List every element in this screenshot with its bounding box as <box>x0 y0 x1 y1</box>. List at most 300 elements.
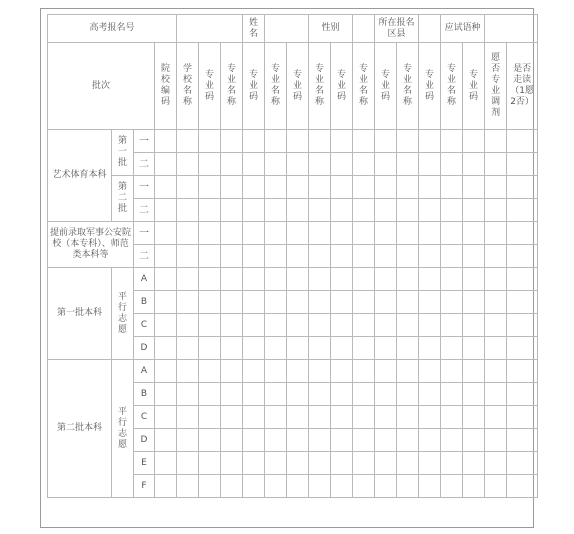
form-cell[interactable] <box>397 268 419 291</box>
form-cell[interactable] <box>419 360 441 383</box>
form-cell[interactable] <box>221 429 243 452</box>
form-cell[interactable] <box>155 475 177 498</box>
form-cell[interactable] <box>375 475 397 498</box>
form-cell[interactable] <box>463 153 485 176</box>
form-cell[interactable] <box>375 268 397 291</box>
form-cell[interactable] <box>265 199 287 222</box>
form-cell[interactable] <box>397 452 419 475</box>
form-cell[interactable] <box>397 406 419 429</box>
form-cell[interactable] <box>353 337 375 360</box>
form-cell[interactable] <box>485 406 507 429</box>
form-cell[interactable] <box>353 176 375 199</box>
form-cell[interactable] <box>177 153 199 176</box>
language-value[interactable] <box>485 15 538 43</box>
form-cell[interactable] <box>375 360 397 383</box>
form-cell[interactable] <box>309 268 331 291</box>
form-cell[interactable] <box>155 222 177 245</box>
row-label: B <box>134 383 155 406</box>
form-cell[interactable] <box>199 475 221 498</box>
form-cell[interactable] <box>485 291 507 314</box>
form-cell[interactable] <box>441 153 463 176</box>
form-cell[interactable] <box>243 475 265 498</box>
form-cell[interactable] <box>221 383 243 406</box>
form-cell[interactable] <box>287 360 309 383</box>
form-cell[interactable] <box>309 222 331 245</box>
form-cell[interactable] <box>331 222 353 245</box>
form-cell[interactable] <box>265 475 287 498</box>
row-label: F <box>134 475 155 498</box>
form-cell[interactable] <box>441 291 463 314</box>
gender-value[interactable] <box>353 15 375 43</box>
row-label: D <box>134 429 155 452</box>
form-cell[interactable] <box>309 383 331 406</box>
form-cell[interactable] <box>177 475 199 498</box>
form-cell[interactable] <box>199 314 221 337</box>
form-cell[interactable] <box>177 130 199 153</box>
form-cell[interactable] <box>199 245 221 268</box>
form-cell[interactable] <box>507 429 538 452</box>
form-cell[interactable] <box>353 291 375 314</box>
group-early-admission: 提前录取军事公安院校（本专科）、师范类本科等 <box>48 222 134 268</box>
row-label: D <box>134 337 155 360</box>
form-cell[interactable] <box>309 337 331 360</box>
form-cell[interactable] <box>155 406 177 429</box>
form-cell[interactable] <box>397 475 419 498</box>
form-cell[interactable] <box>331 360 353 383</box>
form-cell[interactable] <box>507 245 538 268</box>
form-cell[interactable] <box>221 268 243 291</box>
form-cell[interactable] <box>243 406 265 429</box>
form-cell[interactable] <box>419 153 441 176</box>
form-cell[interactable] <box>309 360 331 383</box>
form-cell[interactable] <box>463 360 485 383</box>
col-major-code-2: 专业码 <box>243 43 265 130</box>
form-cell[interactable] <box>287 475 309 498</box>
subgroup-second-batch: 第二批 <box>112 176 134 222</box>
form-cell[interactable] <box>463 406 485 429</box>
row-label: 一 <box>134 176 155 199</box>
form-cell[interactable] <box>199 130 221 153</box>
form-cell[interactable] <box>287 222 309 245</box>
form-cell[interactable] <box>199 383 221 406</box>
form-cell[interactable] <box>397 314 419 337</box>
form-cell[interactable] <box>441 130 463 153</box>
form-cell[interactable] <box>243 429 265 452</box>
form-cell[interactable] <box>155 176 177 199</box>
col-major-name-6: 专业名称 <box>441 43 463 130</box>
form-cell[interactable] <box>485 222 507 245</box>
form-cell[interactable] <box>485 314 507 337</box>
form-cell[interactable] <box>243 130 265 153</box>
form-cell[interactable] <box>243 222 265 245</box>
form-cell[interactable] <box>353 406 375 429</box>
form-cell[interactable] <box>419 222 441 245</box>
form-cell[interactable] <box>441 337 463 360</box>
form-cell[interactable] <box>397 176 419 199</box>
form-cell[interactable] <box>485 199 507 222</box>
form-cell[interactable] <box>265 360 287 383</box>
form-cell[interactable] <box>463 176 485 199</box>
form-cell[interactable] <box>463 130 485 153</box>
form-cell[interactable] <box>287 452 309 475</box>
form-cell[interactable] <box>441 383 463 406</box>
form-cell[interactable] <box>375 199 397 222</box>
form-cell[interactable] <box>463 222 485 245</box>
form-cell[interactable] <box>177 314 199 337</box>
form-cell[interactable] <box>375 245 397 268</box>
form-cell[interactable] <box>507 314 538 337</box>
form-cell[interactable] <box>309 176 331 199</box>
form-cell[interactable] <box>353 199 375 222</box>
form-cell[interactable] <box>199 268 221 291</box>
form-cell[interactable] <box>397 429 419 452</box>
form-cell[interactable] <box>507 452 538 475</box>
form-cell[interactable] <box>375 429 397 452</box>
form-cell[interactable] <box>199 176 221 199</box>
col-major-code-7: 专业码 <box>463 43 485 130</box>
form-cell[interactable] <box>507 222 538 245</box>
form-cell[interactable] <box>375 406 397 429</box>
form-cell[interactable] <box>353 268 375 291</box>
form-cell[interactable] <box>397 245 419 268</box>
subgroup-first-batch: 第一批 <box>112 130 134 176</box>
form-cell[interactable] <box>309 199 331 222</box>
form-cell[interactable] <box>287 130 309 153</box>
form-cell[interactable] <box>419 337 441 360</box>
form-cell[interactable] <box>221 199 243 222</box>
form-cell[interactable] <box>243 383 265 406</box>
form-cell[interactable] <box>199 291 221 314</box>
form-cell[interactable] <box>199 153 221 176</box>
form-cell[interactable] <box>221 475 243 498</box>
form-cell[interactable] <box>441 222 463 245</box>
form-cell[interactable] <box>507 291 538 314</box>
form-cell[interactable] <box>419 268 441 291</box>
form-cell[interactable] <box>419 199 441 222</box>
form-cell[interactable] <box>309 130 331 153</box>
form-cell[interactable] <box>331 268 353 291</box>
form-cell[interactable] <box>221 176 243 199</box>
form-cell[interactable] <box>507 268 538 291</box>
form-cell[interactable] <box>419 314 441 337</box>
form-cell[interactable] <box>199 360 221 383</box>
form-cell[interactable] <box>221 222 243 245</box>
form-cell[interactable] <box>507 406 538 429</box>
form-cell[interactable] <box>243 337 265 360</box>
form-cell[interactable] <box>309 475 331 498</box>
form-cell[interactable] <box>265 130 287 153</box>
form-cell[interactable] <box>441 360 463 383</box>
form-cell[interactable] <box>265 268 287 291</box>
form-cell[interactable] <box>397 130 419 153</box>
form-cell[interactable] <box>331 291 353 314</box>
form-cell[interactable] <box>155 291 177 314</box>
form-cell[interactable] <box>155 314 177 337</box>
form-cell[interactable] <box>287 153 309 176</box>
form-cell[interactable] <box>463 291 485 314</box>
form-cell[interactable] <box>265 176 287 199</box>
form-cell[interactable] <box>375 222 397 245</box>
form-cell[interactable] <box>177 429 199 452</box>
row-label: 二 <box>134 153 155 176</box>
form-cell[interactable] <box>243 176 265 199</box>
form-cell[interactable] <box>419 475 441 498</box>
form-cell[interactable] <box>463 314 485 337</box>
form-cell[interactable] <box>441 429 463 452</box>
row-label: A <box>134 360 155 383</box>
form-cell[interactable] <box>265 337 287 360</box>
form-cell[interactable] <box>265 383 287 406</box>
col-major-name-5: 专业名称 <box>397 43 419 130</box>
form-cell[interactable] <box>463 268 485 291</box>
form-cell[interactable] <box>419 176 441 199</box>
gender-label: 性别 <box>309 15 353 43</box>
form-cell[interactable] <box>419 130 441 153</box>
form-cell[interactable] <box>309 429 331 452</box>
form-cell[interactable] <box>331 314 353 337</box>
form-cell[interactable] <box>331 475 353 498</box>
form-cell[interactable] <box>485 475 507 498</box>
form-cell[interactable] <box>463 199 485 222</box>
form-cell[interactable] <box>485 176 507 199</box>
form-cell[interactable] <box>485 153 507 176</box>
form-cell[interactable] <box>265 291 287 314</box>
col-major-name-2: 专业名称 <box>265 43 287 130</box>
form-cell[interactable] <box>353 222 375 245</box>
form-frame <box>40 8 534 528</box>
form-cell[interactable] <box>331 176 353 199</box>
form-cell[interactable] <box>177 245 199 268</box>
form-cell[interactable] <box>441 406 463 429</box>
form-cell[interactable] <box>265 406 287 429</box>
form-cell[interactable] <box>155 337 177 360</box>
form-cell[interactable] <box>243 360 265 383</box>
form-cell[interactable] <box>265 452 287 475</box>
form-cell[interactable] <box>441 245 463 268</box>
form-cell[interactable] <box>177 291 199 314</box>
form-cell[interactable] <box>507 383 538 406</box>
form-cell[interactable] <box>397 337 419 360</box>
district-value[interactable] <box>419 15 441 43</box>
form-cell[interactable] <box>199 337 221 360</box>
form-cell[interactable] <box>419 245 441 268</box>
form-cell[interactable] <box>485 337 507 360</box>
form-cell[interactable] <box>177 360 199 383</box>
name-value[interactable] <box>265 15 309 43</box>
form-cell[interactable] <box>397 383 419 406</box>
form-cell[interactable] <box>397 291 419 314</box>
form-cell[interactable] <box>177 199 199 222</box>
form-cell[interactable] <box>177 337 199 360</box>
form-cell[interactable] <box>287 291 309 314</box>
group-first-undergrad: 第一批本科 <box>48 268 112 360</box>
form-cell[interactable] <box>375 452 397 475</box>
form-cell[interactable] <box>485 452 507 475</box>
col-major-name-3: 专业名称 <box>309 43 331 130</box>
form-cell[interactable] <box>155 429 177 452</box>
form-cell[interactable] <box>485 245 507 268</box>
form-cell[interactable] <box>177 452 199 475</box>
form-cell[interactable] <box>331 406 353 429</box>
row-label: 二 <box>134 199 155 222</box>
form-cell[interactable] <box>199 199 221 222</box>
form-cell[interactable] <box>441 475 463 498</box>
form-cell[interactable] <box>155 199 177 222</box>
form-cell[interactable] <box>441 314 463 337</box>
form-cell[interactable] <box>441 176 463 199</box>
form-cell[interactable] <box>177 383 199 406</box>
form-cell[interactable] <box>331 429 353 452</box>
form-cell[interactable] <box>199 222 221 245</box>
form-cell[interactable] <box>419 452 441 475</box>
form-cell[interactable] <box>353 314 375 337</box>
form-cell[interactable] <box>155 268 177 291</box>
form-cell[interactable] <box>353 245 375 268</box>
form-cell[interactable] <box>287 245 309 268</box>
form-cell[interactable] <box>353 153 375 176</box>
form-cell[interactable] <box>375 153 397 176</box>
form-cell[interactable] <box>331 199 353 222</box>
form-cell[interactable] <box>331 130 353 153</box>
form-cell[interactable] <box>287 406 309 429</box>
col-school-name: 学校名称 <box>177 43 199 130</box>
form-cell[interactable] <box>507 337 538 360</box>
form-cell[interactable] <box>419 406 441 429</box>
form-cell[interactable] <box>353 130 375 153</box>
form-cell[interactable] <box>243 452 265 475</box>
form-cell[interactable] <box>441 199 463 222</box>
form-cell[interactable] <box>507 176 538 199</box>
form-cell[interactable] <box>287 429 309 452</box>
form-cell[interactable] <box>243 245 265 268</box>
form-cell[interactable] <box>331 245 353 268</box>
form-cell[interactable] <box>463 245 485 268</box>
form-cell[interactable] <box>243 199 265 222</box>
form-cell[interactable] <box>155 383 177 406</box>
form-cell[interactable] <box>221 153 243 176</box>
form-cell[interactable] <box>331 337 353 360</box>
form-cell[interactable] <box>309 406 331 429</box>
form-cell[interactable] <box>353 475 375 498</box>
form-cell[interactable] <box>287 314 309 337</box>
form-cell[interactable] <box>331 383 353 406</box>
form-cell[interactable] <box>353 452 375 475</box>
form-cell[interactable] <box>507 199 538 222</box>
form-cell[interactable] <box>287 176 309 199</box>
form-cell[interactable] <box>485 429 507 452</box>
form-cell[interactable] <box>331 452 353 475</box>
form-cell[interactable] <box>265 429 287 452</box>
form-cell[interactable] <box>375 130 397 153</box>
form-cell[interactable] <box>485 360 507 383</box>
form-cell[interactable] <box>155 360 177 383</box>
form-cell[interactable] <box>287 337 309 360</box>
form-cell[interactable] <box>485 383 507 406</box>
form-cell[interactable] <box>243 291 265 314</box>
form-cell[interactable] <box>309 452 331 475</box>
form-cell[interactable] <box>265 245 287 268</box>
form-cell[interactable] <box>485 268 507 291</box>
form-cell[interactable] <box>287 268 309 291</box>
form-cell[interactable] <box>309 153 331 176</box>
form-cell[interactable] <box>353 383 375 406</box>
form-cell[interactable] <box>441 452 463 475</box>
form-cell[interactable] <box>177 176 199 199</box>
form-cell[interactable] <box>375 383 397 406</box>
form-cell[interactable] <box>309 291 331 314</box>
form-cell[interactable] <box>265 153 287 176</box>
form-cell[interactable] <box>419 383 441 406</box>
form-cell[interactable] <box>463 452 485 475</box>
form-cell[interactable] <box>419 291 441 314</box>
form-cell[interactable] <box>463 429 485 452</box>
col-major-name-4: 专业名称 <box>353 43 375 130</box>
form-cell[interactable] <box>265 222 287 245</box>
form-cell[interactable] <box>243 268 265 291</box>
form-cell[interactable] <box>507 130 538 153</box>
form-cell[interactable] <box>309 245 331 268</box>
exam-number-value[interactable] <box>177 15 243 43</box>
form-cell[interactable] <box>177 406 199 429</box>
form-cell[interactable] <box>397 222 419 245</box>
form-cell[interactable] <box>397 153 419 176</box>
form-cell[interactable] <box>397 360 419 383</box>
form-cell[interactable] <box>265 314 287 337</box>
form-cell[interactable] <box>353 360 375 383</box>
form-cell[interactable] <box>155 153 177 176</box>
form-cell[interactable] <box>507 153 538 176</box>
form-cell[interactable] <box>221 360 243 383</box>
form-cell[interactable] <box>221 245 243 268</box>
form-cell[interactable] <box>441 268 463 291</box>
form-cell[interactable] <box>375 291 397 314</box>
form-cell[interactable] <box>221 337 243 360</box>
form-cell[interactable] <box>375 176 397 199</box>
form-cell[interactable] <box>507 360 538 383</box>
form-cell[interactable] <box>507 475 538 498</box>
form-cell[interactable] <box>331 153 353 176</box>
form-cell[interactable] <box>221 406 243 429</box>
form-cell[interactable] <box>199 452 221 475</box>
form-cell[interactable] <box>287 383 309 406</box>
form-cell[interactable] <box>155 452 177 475</box>
form-cell[interactable] <box>287 199 309 222</box>
form-cell[interactable] <box>375 337 397 360</box>
form-cell[interactable] <box>243 153 265 176</box>
form-cell[interactable] <box>309 314 331 337</box>
form-cell[interactable] <box>177 222 199 245</box>
form-cell[interactable] <box>463 475 485 498</box>
form-cell[interactable] <box>353 429 375 452</box>
col-commute: 是否走读（1愿2否） <box>507 43 538 130</box>
form-cell[interactable] <box>397 199 419 222</box>
form-cell[interactable] <box>155 130 177 153</box>
form-cell[interactable] <box>221 291 243 314</box>
form-cell[interactable] <box>221 130 243 153</box>
form-cell[interactable] <box>419 429 441 452</box>
form-cell[interactable] <box>485 130 507 153</box>
form-cell[interactable] <box>221 452 243 475</box>
form-cell[interactable] <box>375 314 397 337</box>
form-cell[interactable] <box>463 383 485 406</box>
form-cell[interactable] <box>221 314 243 337</box>
form-cell[interactable] <box>199 429 221 452</box>
form-cell[interactable] <box>199 406 221 429</box>
form-cell[interactable] <box>243 314 265 337</box>
form-cell[interactable] <box>177 268 199 291</box>
form-cell[interactable] <box>155 245 177 268</box>
form-cell[interactable] <box>463 337 485 360</box>
